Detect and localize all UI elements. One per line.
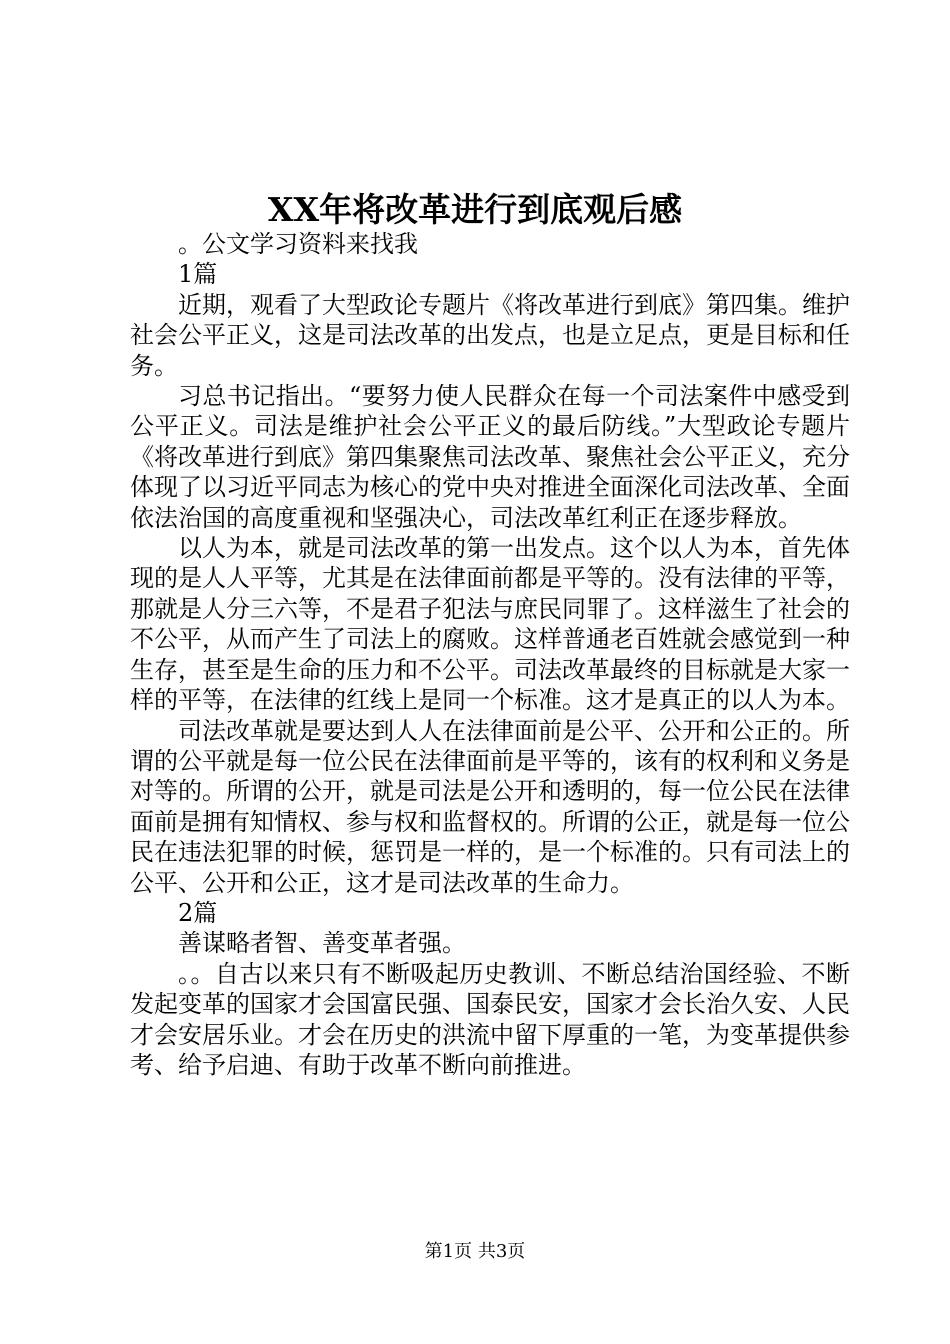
paragraph-source-note: 。公文学习资料来找我 [178,230,418,258]
paragraph: 。。自古以来只有不断吸起历史教训、不断总结治国经验、不断发起变革的国家才会国富民强、国泰民安，国家才会长治久安、人民才会安居乐业。才会在历史的洪流中留下厚重的一笔，为变革提供参考、给予启迪、有助于改革不断向前推进。 [130,959,850,1079]
paragraph: 习总书记指出。“要努力使人民群众在每一个司法案件中感受到公平正义。司法是维护社会公平正义的最后防线。”大型政论专题片《将改革进行到底》第四集聚焦司法改革、聚焦社会公平正义，充分体现了以习近平同志为核心的党中央对推进全面深化司法改革、全面依法治国的高度重视和坚强决心，司法改革红利正在逐步释放。 [130,382,850,532]
section-heading-1: 1篇 [178,260,218,289]
document-title: XX年将改革进行到底观后感 [267,190,683,229]
paragraph: 司法改革就是要达到人人在法律面前是公平、公开和公正的。所谓的公平就是每一位公民在法律面前是平等的，该有的权利和义务是对等的。所谓的公开，就是司法是公开和透明的，每一位公民在法律面前是拥有知情权、参与权和监督权的。所谓的公正，就是每一位公民在违法犯罪的时候，惩罚是一样的，是一个标准的。只有司法上的公平、公开和公正，这才是司法改革的生命力。 [130,716,850,897]
document-body [130,229,850,1080]
paragraph: 以人为本，就是司法改革的第一出发点。这个以人为本，首先体现的是人人平等，尤其是在法律面前都是平等的。没有法律的平等，那就是人分三六等，不是君子犯法与庶民同罪了。这样滋生了社会的不公平，从而产生了司法上的腐败。这样普通老百姓就会感觉到一种生存，甚至是生命的压力和不公平。司法改革最终的目标就是大家一样的平等，在法律的红线上是同一个标准。这才是真正的以人为本。 [130,534,850,715]
section-heading-2: 2篇 [178,898,218,927]
paragraph: 善谋略者智、善变革者强。 [178,929,466,958]
paragraph: 近期，观看了大型政论专题片《将改革进行到底》第四集。维护社会公平正义，这是司法改革的出发点，也是立足点，更是目标和任务。 [130,290,850,380]
page-footer: 第1页 共3页 [424,1241,526,1262]
